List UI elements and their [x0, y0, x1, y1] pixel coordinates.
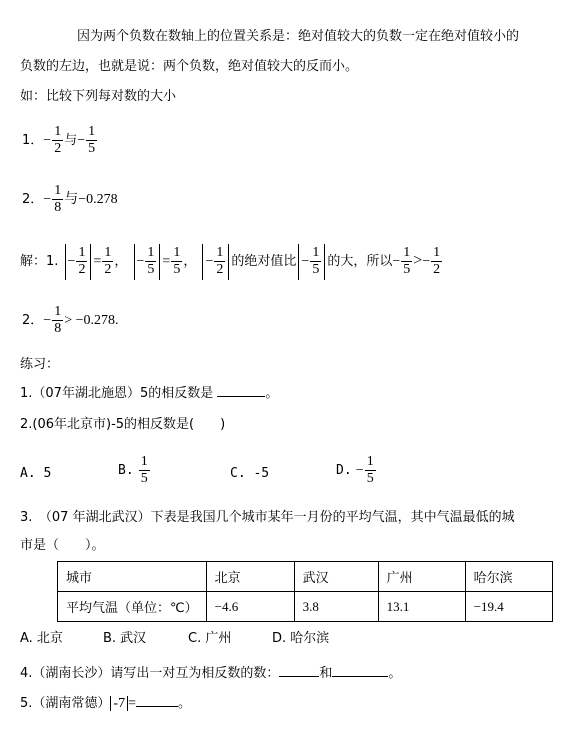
option-c: C. -5: [230, 466, 270, 481]
fraction-conclusion-left: $\frac{1}{5}$: [403, 245, 411, 277]
table-row: [58, 592, 553, 622]
table-header-row: [58, 562, 553, 592]
minus-sign: −: [43, 192, 52, 207]
greater-than-sign: >: [413, 252, 423, 269]
table-cell: 13.1: [378, 592, 465, 622]
fraction-one-eighth: $\frac{1}{8}$: [54, 304, 62, 336]
intro-line-2: 负数的左边，也就是说：两个负数，绝对值较大的反而小。: [20, 59, 359, 74]
q3-option-c: C. 广州: [188, 631, 232, 646]
example-heading: 如：比较下列每对数的大小: [20, 89, 177, 104]
question-4: 4.（湖南长沙）请写出一对互为相反数的数： 和 。: [20, 666, 402, 681]
question-3-line-2: 市是（ ）。: [20, 538, 105, 553]
table-cell: 武汉: [294, 562, 378, 592]
q3-option-d: D. 哈尔滨: [272, 631, 330, 646]
practice-heading: 练习：: [20, 357, 60, 372]
problem-number: 1．: [22, 133, 44, 148]
table-cell: 广州: [378, 562, 465, 592]
fraction-one-half: $\frac{1}{2}$: [54, 124, 62, 156]
table-cell: −19.4: [465, 592, 552, 622]
q3-option-b: B. 武汉: [103, 631, 147, 646]
absolute-value-fifth-2: − $\frac{1}{5}$: [298, 244, 325, 280]
intro-line-1: 因为两个负数在数轴上的位置关系是：绝对值较大的负数一定在绝对值较小的: [77, 29, 520, 44]
answer-blank[interactable]: [217, 396, 265, 397]
question-5: 5.（湖南常德） -7 = 。: [20, 696, 191, 711]
solution-2-result: > −0.278.: [64, 313, 119, 328]
fraction-result-fifth: $\frac{1}{5}$: [173, 245, 181, 277]
table-cell: 哈尔滨: [465, 562, 552, 592]
table-cell: 北京: [206, 562, 294, 592]
option-d: D. − $\frac{1}{5}$: [336, 454, 374, 486]
fraction-conclusion-right: $\frac{1}{2}$: [433, 245, 441, 277]
example-problem-2: [22, 183, 118, 217]
option-b: B. $\frac{1}{5}$: [118, 454, 148, 486]
fraction-one-fifth: $\frac{1}{5}$: [88, 124, 96, 156]
absolute-value-fifth: − $\frac{1}{5}$: [134, 244, 161, 280]
solution-label: 解：1.: [20, 254, 59, 269]
compare-text: 与−0.278: [64, 192, 118, 207]
answer-blank[interactable]: [279, 676, 319, 677]
answer-blank[interactable]: [136, 706, 178, 707]
temperature-table: [57, 561, 553, 622]
fraction-one-eighth: $\frac{1}{8}$: [54, 183, 62, 215]
question-3-line-1: 3. （07 年湖北武汉）下表是我国几个城市某年一月份的平均气温，其中气温最低的城: [20, 510, 515, 525]
example-problem-1: [22, 124, 98, 158]
table-cell: 城市: [58, 562, 207, 592]
question-2: 2.(06年北京市)-5的相反数是( ): [20, 417, 226, 432]
table-cell: −4.6: [206, 592, 294, 622]
fraction-result-half: $\frac{1}{2}$: [104, 245, 112, 277]
absolute-value-half: − $\frac{1}{2}$: [65, 244, 92, 280]
table-cell: 平均气温（单位：℃）: [58, 592, 207, 622]
problem-number: 2．: [22, 192, 44, 207]
table-cell: 3.8: [294, 592, 378, 622]
option-a: A. 5: [20, 466, 52, 481]
answer-blank[interactable]: [332, 676, 388, 677]
minus-sign: −: [43, 133, 52, 148]
connector-text: 与: [64, 133, 78, 148]
absolute-value-half-2: − $\frac{1}{2}$: [202, 244, 229, 280]
solution-1: 解：1. − $\frac{1}{2}$ = $\frac{1}{2}$ ， − $\frac{1}{5}$ = $\frac{1}{5}$ ， − $\frac{1}{2}$ 的绝对值比 − $\frac{1}{5}$ 的大，所以− $\frac{1}{5}$ >− $\frac{1}{2}$: [20, 242, 443, 281]
solution-2: 2．− $\frac{1}{8}$ > −0.278.: [22, 304, 119, 336]
q3-option-a: A. 北京: [20, 631, 63, 646]
absolute-value: -7: [110, 696, 128, 711]
question-1: 1.（07年湖北施恩）5的相反数是 。: [20, 386, 279, 401]
minus-sign: −: [77, 133, 86, 148]
